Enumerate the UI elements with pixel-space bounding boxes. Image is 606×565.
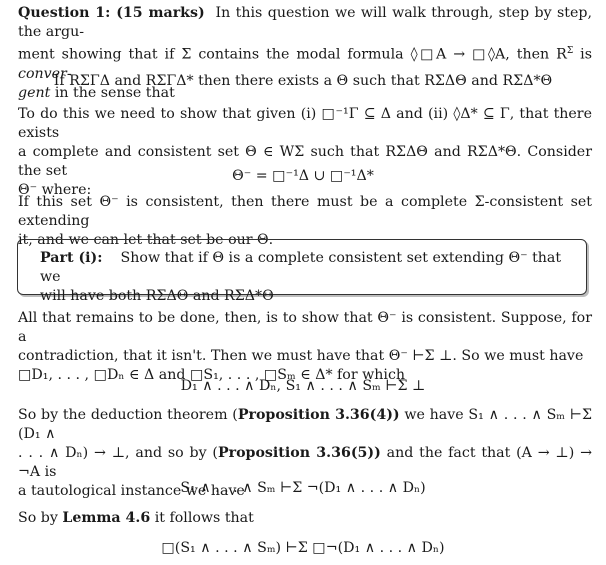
- deduction-line-1c: we have S₁ ∧ . . . ∧ Sₘ ⊢Σ (D₁ ∧: [18, 407, 592, 442]
- contradiction-line-1: All that remains to be done, then, is to show that Θ⁻ is consistent. Suppose, for a: [18, 310, 592, 345]
- lemma-4-6: Lemma 4.6: [62, 510, 151, 526]
- proposition-3-36-4: Proposition 3.36(4)): [237, 407, 400, 423]
- display-negation: S₁ ∧ . . . ∧ Sₘ ⊢Σ ¬(D₁ ∧ . . . ∧ Dₙ): [180, 480, 426, 496]
- paragraph-lemma: [18, 509, 592, 528]
- part-i-line-2: will have both RΣΔΘ and RΣΔ*Θ: [40, 288, 274, 304]
- paragraph-contradiction: [18, 309, 592, 385]
- sigma-superscript: Σ: [566, 46, 574, 56]
- lemma-line-c: it follows that: [150, 510, 254, 526]
- intro-line-2-tail: is: [573, 46, 593, 63]
- deduction-line-2c: and the fact that (A → ⊥) → ¬A is: [18, 445, 593, 480]
- intro-line-3: in the sense that: [50, 84, 175, 101]
- display-entailment: D₁ ∧ . . . ∧ Dₙ, S₁ ∧ . . . ∧ Sₘ ⊢Σ ⊥: [180, 378, 426, 394]
- contradiction-line-2: contradiction, that it isn't. Then we must have that Θ⁻ ⊢Σ ⊥. So we must have: [18, 348, 584, 364]
- question-heading: Question 1: (15 marks): [18, 5, 205, 21]
- display-theta-minus: Θ⁻ = □⁻¹Δ ∪ □⁻¹Δ*: [232, 168, 374, 184]
- consistency-line-2: it, and we can let that set be our Θ.: [18, 232, 274, 248]
- part-i-label: Part (i):: [40, 250, 103, 266]
- deduction-line-3: a tautological instance we have: [18, 483, 245, 499]
- setup-line-1: To do this we need to show that given (i) □⁻¹Γ ⊆ Δ and (ii) ◊Δ* ⊆ Γ, that there exists: [18, 106, 592, 141]
- lemma-line-a: So by: [18, 510, 63, 526]
- gent-word: gent: [18, 84, 51, 101]
- deduction-line-2a: . . . ∧ Dₙ) → ⊥, and so by (: [18, 445, 218, 461]
- conver-word: conver-: [18, 65, 72, 82]
- part-i-line-1: Show that if Θ is a complete consistent set extending Θ⁻ that we: [40, 250, 562, 285]
- setup-line-3: Θ⁻ where:: [18, 182, 92, 198]
- deduction-line-1a: So by the deduction theorem (: [18, 407, 238, 423]
- consistency-line-1: If this set Θ⁻ is consistent, then there must be a complete Σ-consistent set extending: [18, 194, 592, 229]
- intro-line-1: In this question we will walk through, step by step, the argu-: [18, 5, 592, 40]
- part-i-box: [17, 239, 587, 304]
- intro-line-2: ment showing that if Σ contains the modal formula ◊□A → □◊A, then R: [18, 46, 567, 63]
- setup-line-2: a complete and consistent set Θ ∈ WΣ such that RΣΔΘ and RΣΔ*Θ. Consider the set: [18, 144, 592, 179]
- contradiction-line-3: □D₁, . . . , □Dₙ ∈ Δ and □S₁, . . . , □Sₘ ∈ Δ* for which: [18, 367, 406, 383]
- display-box-negation: □(S₁ ∧ . . . ∧ Sₘ) ⊢Σ □¬(D₁ ∧ . . . ∧ Dₙ): [161, 540, 445, 556]
- proposition-3-36-5: Proposition 3.36(5)): [217, 445, 381, 461]
- display-convergence: If RΣΓΔ and RΣΓΔ* then there exists a Θ such that RΣΔΘ and RΣΔ*Θ: [53, 73, 553, 89]
